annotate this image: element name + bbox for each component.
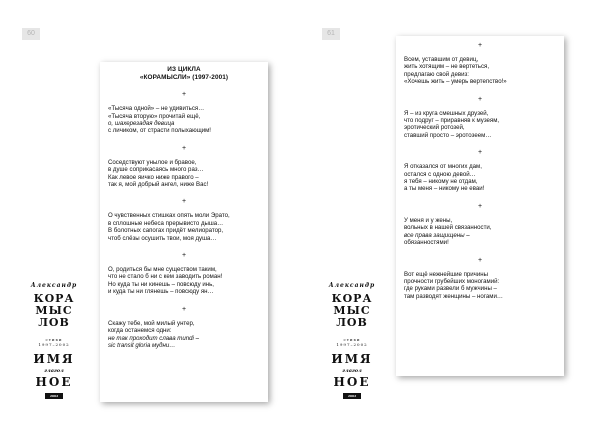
poem-line: что подруг – приравняв к музеям, bbox=[404, 117, 500, 125]
poem-line: о, шахерезадая девица bbox=[108, 120, 175, 127]
poem-line: с личиком, от страсти полыхающим! bbox=[108, 127, 211, 135]
poem-line: не так проходит слава mundi – bbox=[108, 334, 199, 342]
poem-stanza bbox=[404, 110, 556, 140]
star-separator: + bbox=[181, 144, 187, 152]
cycle-title bbox=[108, 66, 260, 81]
emblem-name-line3: ЛОВ bbox=[336, 316, 368, 329]
poem-line: жить хотящим – не вертеться, bbox=[404, 63, 490, 71]
poem-line: У меня и у жены, bbox=[404, 216, 453, 224]
poem-line: Как левое яичко ниже правого – bbox=[108, 173, 199, 181]
poem-line: О, родиться бы мне существом таким, bbox=[108, 266, 217, 274]
emblem-name-line2: МЫС bbox=[35, 304, 73, 317]
poem-line: остался с одною девой… bbox=[404, 170, 476, 178]
poem-line: Скажу тебе, мой милый унтер, bbox=[108, 319, 195, 327]
poem-line: Соседствуют унылое и бравое, bbox=[108, 158, 197, 166]
poem-line: где руками развели б мужчины – bbox=[404, 285, 497, 293]
poem-line: В болотных сапогах придёт мелиоратор, bbox=[108, 227, 224, 235]
poem-line: «Тысяча вторую» прочитай ещё, bbox=[108, 112, 201, 120]
page-number: 61 bbox=[322, 28, 340, 40]
cycle-title-line2: «КОРАМЫСЛИ» (1997-2001) bbox=[139, 73, 229, 81]
book-emblem bbox=[26, 282, 82, 399]
emblem-author: Александр bbox=[328, 282, 376, 289]
poem-line: там разводят женщины – ногами… bbox=[404, 292, 503, 300]
cycle-title-line1: ИЗ ЦИКЛА bbox=[167, 66, 201, 73]
emblem-years-line2: 1997–2002 bbox=[38, 342, 70, 347]
poem-line: а ты меня – никому не еваи! bbox=[404, 185, 485, 193]
poem-line: Но куда ты ни кинешь – повсюду инь, bbox=[108, 280, 214, 288]
emblem-years-line2: 1997–2002 bbox=[336, 342, 368, 347]
poem-line: и куда ты ни глянешь – повсюду ян… bbox=[108, 288, 214, 296]
star-separator: + bbox=[477, 42, 483, 49]
emblem-word-small: глагол bbox=[342, 368, 362, 374]
poem-stanza bbox=[108, 212, 260, 242]
emblem-years-line1: стихи bbox=[343, 337, 361, 342]
emblem-box: 2002 bbox=[343, 393, 361, 399]
poem-stanza bbox=[108, 105, 260, 135]
poem-line: ставший просто – эротозеем… bbox=[404, 131, 492, 139]
poem-stanza bbox=[404, 163, 556, 193]
page-number: 60 bbox=[22, 28, 40, 40]
star-separator: + bbox=[181, 305, 187, 313]
poem-stanza bbox=[404, 271, 556, 301]
emblem-name-line1: КОРА bbox=[331, 292, 373, 305]
poem-line: «Тысяча одной» – не удивиться… bbox=[108, 105, 205, 113]
poem-line: «Хочешь жить – умерь вертепство!» bbox=[404, 78, 507, 86]
poem-panel bbox=[100, 62, 268, 402]
poem-stanza bbox=[108, 266, 260, 296]
poem-line: что не стало б ни с кем заводить роман! bbox=[108, 273, 223, 281]
poem-stanza bbox=[404, 217, 556, 247]
poem-line: Я – из круга смешных друзей, bbox=[404, 109, 489, 117]
poem-line: Я отказался от многих дам, bbox=[404, 163, 482, 171]
poem-line: так я, мой добрый ангел, ниже Вас! bbox=[108, 181, 209, 189]
poem-line: прочности грубейших моногамий: bbox=[404, 277, 500, 285]
emblem-years-line1: стихи bbox=[45, 337, 63, 342]
poem-line: эротический ротозей, bbox=[404, 124, 465, 132]
book-emblem bbox=[324, 282, 380, 399]
emblem-word2: НОЕ bbox=[35, 375, 73, 389]
emblem-name-line2: МЫС bbox=[333, 304, 371, 317]
emblem-word2: НОЕ bbox=[333, 375, 371, 389]
poem-line: sic transit gloria мудни… bbox=[108, 341, 176, 349]
star-separator: + bbox=[477, 202, 483, 210]
poem-line: обязанностями! bbox=[404, 239, 449, 247]
poem-line: все права защищены – bbox=[404, 231, 470, 239]
emblem-word1: ИМЯ bbox=[33, 352, 75, 366]
poem-line: О чувственных стишках опять моли Эрато, bbox=[108, 212, 230, 220]
star-separator: + bbox=[181, 252, 187, 260]
star-separator: + bbox=[477, 256, 483, 264]
poem-line: я тебя – никому не отдам, bbox=[404, 178, 478, 186]
emblem-name-line1: КОРА bbox=[33, 292, 75, 305]
star-separator: + bbox=[477, 149, 483, 157]
poem-line: предлагаю свой девиз: bbox=[404, 70, 469, 78]
poem-line: в сплошные небеса прерывисто дыша… bbox=[108, 219, 224, 227]
poem-line: когда останемся одни: bbox=[108, 327, 172, 335]
poem-stanza bbox=[108, 159, 260, 189]
poem-line: чтоб слёзы осушить твои, моя душа… bbox=[108, 234, 217, 242]
star-separator: + bbox=[181, 198, 187, 206]
emblem-word1: ИМЯ bbox=[331, 352, 373, 366]
poem-line: Вот ещё нежнейшие причины bbox=[404, 270, 489, 278]
poem-line: в душе соприкасаясь много раз… bbox=[108, 166, 204, 174]
emblem-word-small: глагол bbox=[44, 368, 64, 374]
emblem-author: Александр bbox=[30, 282, 78, 289]
poem-line: Всем, уставшим от девиц, bbox=[404, 56, 479, 63]
emblem-name-line3: ЛОВ bbox=[38, 316, 70, 329]
poem-stanza bbox=[404, 56, 556, 86]
poem-stanza bbox=[108, 320, 260, 350]
left-page bbox=[22, 28, 296, 410]
emblem-box: 2002 bbox=[45, 393, 63, 399]
right-page bbox=[322, 28, 596, 410]
star-separator: + bbox=[477, 95, 483, 103]
poem-line: вольных в нашей связанности, bbox=[404, 224, 492, 232]
poem-panel bbox=[396, 36, 564, 376]
star-separator: + bbox=[181, 91, 187, 99]
